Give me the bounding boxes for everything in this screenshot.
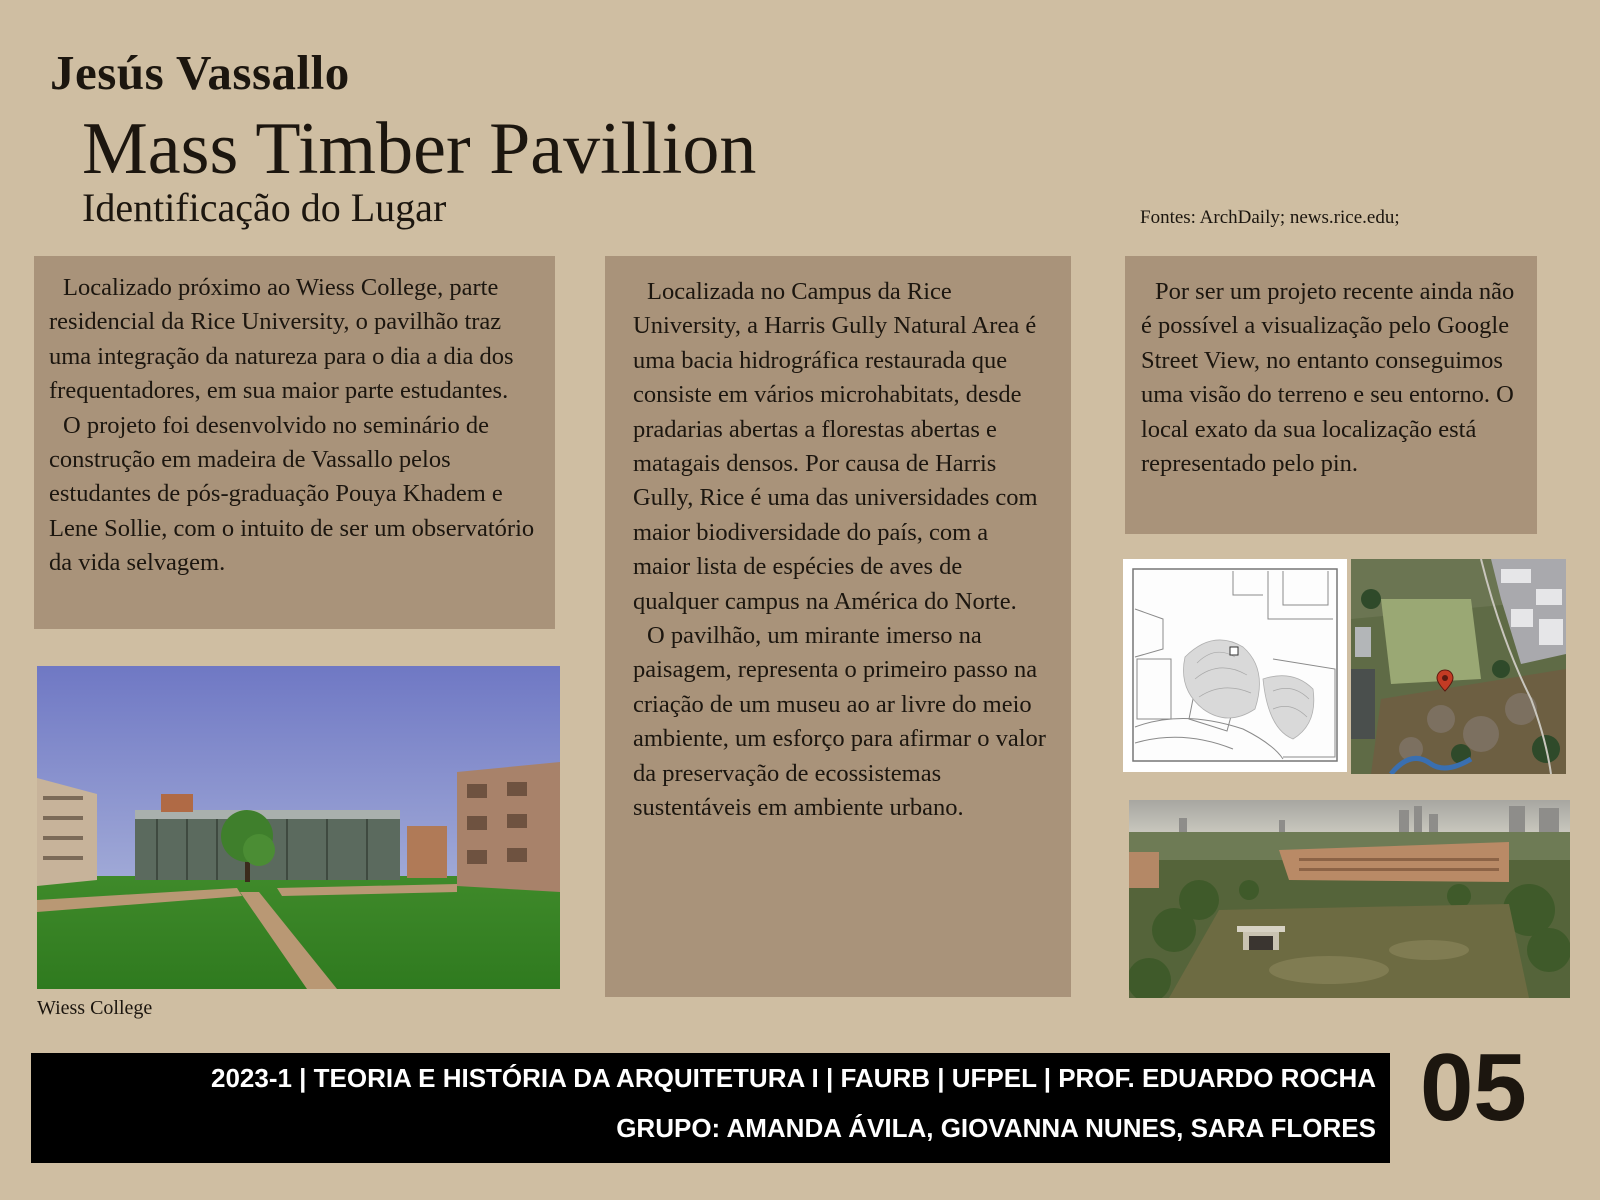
photo-caption: Wiess College: [37, 997, 153, 1019]
footer-course-line: 2023-1 | TEORIA E HISTÓRIA DA ARQUITETURA I | FAURB | UFPEL | PROF. EDUARDO ROCHA: [210, 1063, 1376, 1093]
aerial-photo: [1129, 800, 1570, 998]
paragraph: Localizada no Campus da Rice University, a Harris Gully Natural Area é uma bacia hidrográfica restaurada que consiste em vários microhabitats, desde pradarias abertas a florestas abertas e matagais densos. Por causa de Harris Gully, Rice é uma das universidades com maior biodiversidade do país, com a maior lista de espécies de aves de qualquer campus na América do Norte.: [633, 278, 1038, 615]
page-number: 05: [1420, 1034, 1527, 1141]
text-box-right: [1125, 256, 1537, 534]
page-title: Mass Timber Pavillion: [82, 108, 757, 190]
sources-note: Fontes: ArchDaily; news.rice.edu;: [1140, 207, 1400, 228]
author-name: Jesús Vassallo: [50, 45, 350, 100]
satellite-map: [1351, 559, 1566, 774]
text-box-middle: [605, 256, 1071, 997]
paragraph: O pavilhão, um mirante imerso na paisagem, representa o primeiro passo na criação de um museu ao ar livre do meio ambiente, um esforço para afirmar o valor da preservação de ecossistemas sustentáveis em ambiente urbano.: [633, 622, 1046, 822]
wiess-college-photo: [37, 666, 560, 989]
paragraph: O projeto foi desenvolvido no seminário de construção em madeira de Vassallo pelos estudantes de pós-graduação Pouya Khadem e Lene Sollie, com o intuito de ser um observatório da vida selvagem.: [49, 411, 535, 577]
site-plan-drawing: [1123, 559, 1347, 772]
text-box-left: [34, 256, 555, 629]
paragraph: Por ser um projeto recente ainda não é possível a visualização pelo Google Street View, no entanto conseguimos uma visão do terreno e seu entorno. O local exato da sua localização está representado pelo pin.: [1141, 278, 1515, 478]
footer-group-line: GRUPO: AMANDA ÁVILA, GIOVANNA NUNES, SARA FLORES: [616, 1113, 1376, 1143]
paragraph: Localizado próximo ao Wiess College, parte residencial da Rice University, o pavilhão traz uma integração da natureza para o dia a dia dos frequentadores, em sua maior parte estudantes.: [49, 274, 514, 405]
footer-bar: [31, 1053, 1390, 1163]
page-subtitle: Identificação do Lugar: [82, 185, 447, 230]
